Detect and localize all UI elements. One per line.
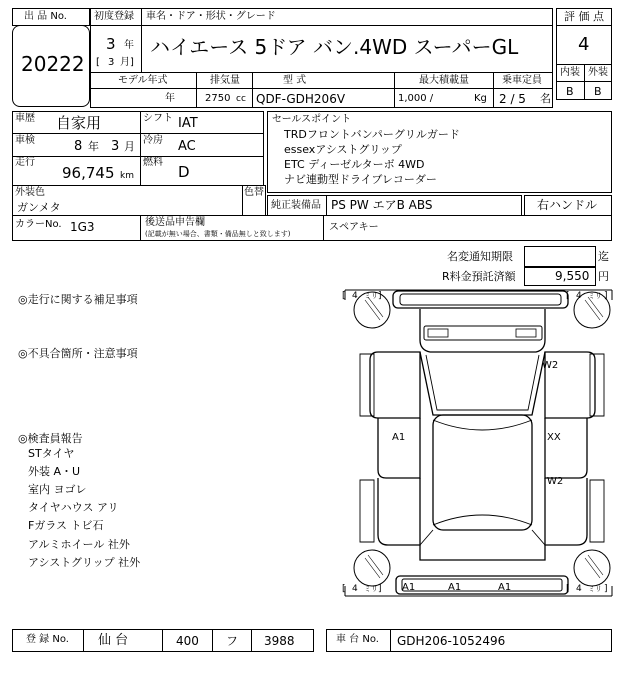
- sales-point-item: ETC ディーゼルターボ 4WD: [284, 158, 425, 171]
- car-name: ハイエース 5ドア バン.4WD スーパーGL: [150, 35, 519, 59]
- first-reg-year: 3: [106, 35, 116, 53]
- first-reg-month: 3: [108, 57, 115, 68]
- tire-bottom-right-unit: ミリ: [588, 585, 602, 593]
- inspector-item: Fガラス トビ石: [28, 519, 104, 532]
- displacement: 2750: [205, 93, 231, 104]
- reg-no-label: 登 録 No.: [26, 634, 69, 645]
- damage-mark: W2: [547, 476, 564, 487]
- sales-point-item: ナビ連動型ドライブレコーダー: [284, 173, 437, 186]
- reg-area: 仙 台: [98, 633, 129, 648]
- tire-top-left-unit: ミリ: [364, 292, 378, 300]
- interior-grade: B: [566, 85, 574, 98]
- first-reg-month-unit: 月]: [120, 57, 134, 68]
- tire-top-left: 4: [352, 291, 358, 301]
- capacity: 2 / 5: [499, 92, 526, 106]
- tire-bracket-open: [: [566, 584, 570, 594]
- max-load-unit: Kg: [474, 93, 487, 104]
- damage-mark: A1: [402, 582, 416, 593]
- color-no: 1G3: [70, 220, 95, 234]
- supplement-label: ◎走行に関する補足事項: [18, 293, 138, 306]
- ac-label: 冷房: [143, 135, 163, 146]
- inspector-label: ◎検査員報告: [18, 432, 83, 445]
- lot-no: 20222: [21, 52, 85, 76]
- displacement-label: 排気量: [210, 75, 240, 86]
- exterior-grade: B: [594, 85, 602, 98]
- inspector-item: STタイヤ: [28, 447, 75, 460]
- exterior-color: ガンメタ: [17, 201, 61, 214]
- score: 4: [578, 34, 590, 55]
- later-parts-label: 後送品申告欄: [145, 217, 205, 228]
- usage: 自家用: [56, 114, 102, 132]
- tire-top-right: 4: [576, 291, 582, 301]
- name-change-label: 名変通知期限: [447, 250, 513, 263]
- reg-number: 3988: [264, 634, 295, 648]
- inspection-year-unit: 年: [88, 140, 99, 153]
- model-type: QDF-GDH206V: [256, 92, 346, 106]
- fuel: D: [178, 163, 190, 181]
- interior-label: 内装: [560, 67, 580, 78]
- inspector-item: タイヤハウス アリ: [28, 501, 119, 514]
- damage-mark: XX: [547, 432, 561, 443]
- model-year-label: モデル年式: [118, 75, 168, 86]
- usage-label: 車歴: [15, 113, 35, 124]
- inspection-month-unit: 月: [124, 140, 135, 153]
- tire-bracket-close: ]: [378, 584, 382, 594]
- displacement-unit: cc: [236, 94, 246, 104]
- reg-kana: フ: [226, 634, 239, 648]
- model-year-unit: 年: [165, 93, 175, 104]
- color-no-label: カラーNo.: [15, 219, 62, 230]
- first-reg-month-open: [: [96, 57, 100, 68]
- sales-points-label: セールスポイント: [272, 114, 352, 125]
- tire-bracket-open: [: [566, 291, 570, 301]
- car-label: 車名・ドア・形状・グレード: [146, 11, 276, 22]
- damage-mark: A1: [392, 432, 406, 443]
- recycle-label: R料金預託済額: [442, 270, 516, 283]
- color-change-label: 色替: [244, 187, 264, 198]
- equipment-items: PS PW エアB ABS: [331, 198, 433, 212]
- tire-top-right-unit: ミリ: [588, 292, 602, 300]
- chassis-label: 車 台 No.: [336, 634, 379, 645]
- recycle-value: 9,550: [555, 269, 590, 283]
- mileage-label: 走行: [15, 157, 35, 168]
- tire-bottom-left-unit: ミリ: [364, 585, 378, 593]
- lot-no-label: 出 品 No.: [24, 11, 67, 22]
- damage-mark: A1: [448, 582, 462, 593]
- capacity-label: 乗車定員: [502, 75, 542, 86]
- inspector-item: 外装 A・U: [28, 465, 81, 478]
- capacity-unit: 名: [540, 92, 551, 105]
- equipment-extra: スペアキー: [329, 222, 379, 233]
- sales-point-item: TRDフロントバンパーグリルガード: [284, 128, 460, 141]
- steering: 右ハンドル: [537, 198, 598, 212]
- tire-bracket-open: [: [342, 584, 346, 594]
- inspection-label: 車検: [15, 135, 35, 146]
- tire-bracket-close: ]: [604, 291, 608, 301]
- damage-mark: W2: [542, 360, 559, 371]
- fuel-label: 燃料: [143, 157, 163, 168]
- max-load-label: 最大積載量: [419, 75, 469, 86]
- inspection-year: 8: [74, 139, 83, 154]
- shift: IAT: [178, 116, 198, 131]
- max-load: 1,000 /: [398, 93, 434, 104]
- shift-label: シフト: [143, 113, 173, 124]
- mileage: 96,745: [62, 164, 115, 182]
- defects-label: ◎不具合箇所・注意事項: [18, 347, 138, 360]
- equipment-label: 純正装備品: [271, 200, 321, 211]
- tire-bracket-close: ]: [378, 291, 382, 301]
- inspection-month: 3: [111, 139, 120, 154]
- reg-class: 400: [176, 634, 199, 648]
- tire-bottom-right: 4: [576, 584, 582, 594]
- inspector-item: アルミホイール 社外: [28, 538, 130, 551]
- sales-point-item: essexアシストグリップ: [284, 143, 402, 156]
- ac: AC: [178, 139, 196, 154]
- first-reg-year-unit: 年: [124, 40, 134, 51]
- tire-bottom-left: 4: [352, 584, 358, 594]
- score-label: 評 価 点: [564, 10, 604, 23]
- exterior-label: 外装: [588, 67, 608, 78]
- name-change-unit: 迄: [598, 250, 609, 263]
- inspector-item: アシストグリップ 社外: [28, 556, 141, 569]
- damage-mark: A1: [498, 582, 512, 593]
- inspector-item: 室内 ヨゴレ: [28, 483, 87, 496]
- recycle-unit: 円: [598, 270, 609, 283]
- mileage-unit: km: [120, 171, 134, 181]
- tire-bracket-close: ]: [604, 584, 608, 594]
- tire-bracket-open: [: [342, 291, 346, 301]
- exterior-color-label: 外装色: [15, 187, 45, 198]
- type-label: 型 式: [283, 75, 307, 86]
- first-reg-label: 初度登録: [94, 11, 134, 22]
- later-parts-note: (記載が無い場合、書類・備品無しと致します): [145, 230, 291, 238]
- chassis-no: GDH206-1052496: [397, 634, 506, 648]
